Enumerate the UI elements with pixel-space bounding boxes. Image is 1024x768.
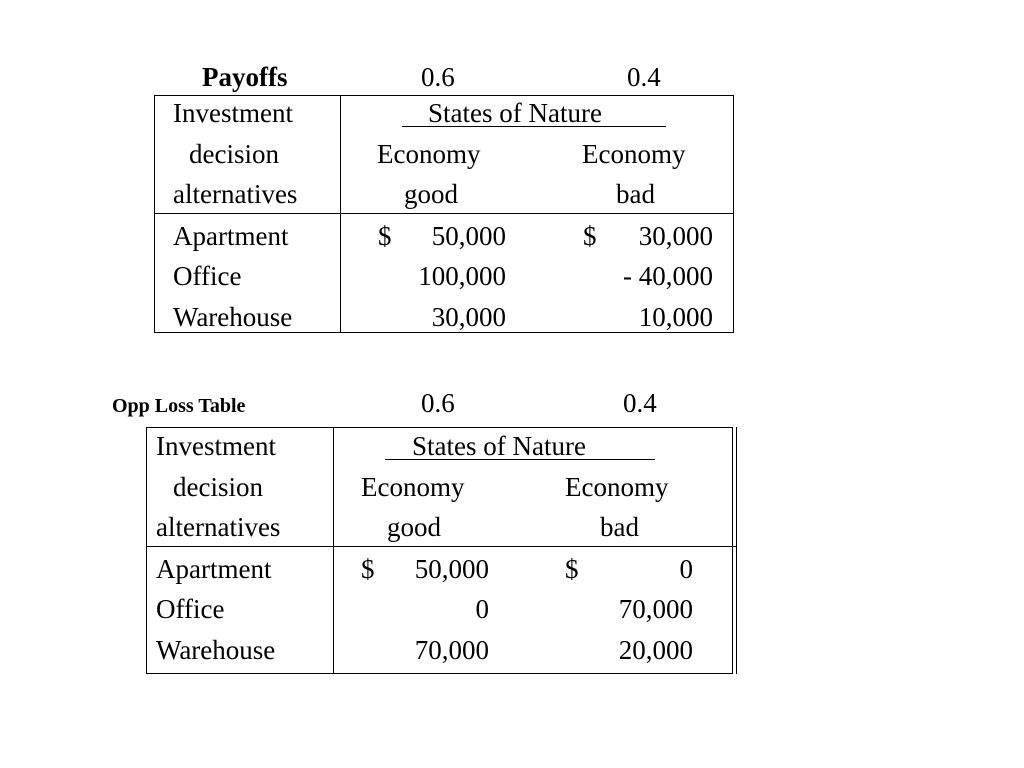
payoffs-column-divider xyxy=(340,95,341,333)
payoffs-states-label: States of Nature xyxy=(428,98,602,128)
opp-loss-row-apartment-good: 50,000 xyxy=(414,554,489,584)
payoffs-row-header-line-2: decision xyxy=(189,139,279,169)
payoffs-col-bad-line-1: Economy xyxy=(582,139,686,169)
payoffs-prob-bad: 0.4 xyxy=(627,62,661,92)
payoffs-col-good-line-1: Economy xyxy=(377,139,481,169)
opp-loss-row-apartment-bad-prefix: $ xyxy=(565,554,579,584)
payoffs-row-office-good: 100,000 xyxy=(418,261,506,291)
payoffs-row-apartment-good-prefix: $ xyxy=(378,221,392,251)
opp-loss-row-apartment-name: Apartment xyxy=(156,554,272,584)
payoffs-col-good-line-2: good xyxy=(404,179,458,209)
payoffs-row-warehouse-good: 30,000 xyxy=(431,302,506,332)
payoffs-row-header-line-1: Investment xyxy=(173,98,293,128)
opp-loss-row-apartment-good-prefix: $ xyxy=(361,554,375,584)
opp-loss-row-office-good: 0 xyxy=(475,594,489,624)
opp-loss-row-warehouse-good: 70,000 xyxy=(414,635,489,665)
payoffs-states-underline xyxy=(402,126,666,127)
opp-loss-row-header-line-3: alternatives xyxy=(156,512,281,542)
opp-loss-states-underline xyxy=(385,459,655,460)
payoffs-title: Payoffs xyxy=(202,62,288,92)
payoffs-row-warehouse-name: Warehouse xyxy=(173,302,293,332)
opp-loss-row-header-line-1: Investment xyxy=(156,431,276,461)
opp-loss-col-good-line-1: Economy xyxy=(361,472,465,502)
payoffs-row-office-name: Office xyxy=(173,261,242,291)
payoffs-table-frame xyxy=(154,95,734,333)
payoffs-row-apartment-bad: 30,000 xyxy=(638,221,713,251)
opp-loss-row-warehouse-bad: 20,000 xyxy=(618,635,693,665)
opp-loss-title: Opp Loss Table xyxy=(112,395,246,417)
payoffs-prob-good: 0.6 xyxy=(421,62,455,92)
opp-loss-frame-double-line xyxy=(736,427,737,674)
payoffs-row-apartment-name: Apartment xyxy=(173,221,289,251)
opp-loss-row-warehouse-name: Warehouse xyxy=(156,635,276,665)
payoffs-row-apartment-good: 50,000 xyxy=(431,221,506,251)
opp-loss-prob-good: 0.6 xyxy=(421,388,455,418)
opp-loss-col-bad-line-1: Economy xyxy=(565,472,669,502)
opp-loss-column-divider xyxy=(333,427,334,674)
payoffs-row-office-bad: - 40,000 xyxy=(623,261,713,291)
opp-loss-col-good-line-2: good xyxy=(387,512,441,542)
opp-loss-row-apartment-bad: 0 xyxy=(679,554,693,584)
opp-loss-row-office-bad: 70,000 xyxy=(618,594,693,624)
payoffs-col-bad-line-2: bad xyxy=(616,179,655,209)
opp-loss-col-bad-line-2: bad xyxy=(600,512,639,542)
opp-loss-states-label: States of Nature xyxy=(412,431,586,461)
payoffs-row-warehouse-bad: 10,000 xyxy=(638,302,713,332)
payoffs-header-divider xyxy=(154,213,734,214)
payoffs-row-apartment-bad-prefix: $ xyxy=(583,221,597,251)
opp-loss-row-header-line-2: decision xyxy=(173,472,263,502)
opp-loss-row-office-name: Office xyxy=(156,594,225,624)
opp-loss-prob-bad: 0.4 xyxy=(623,388,657,418)
opp-loss-header-divider xyxy=(146,546,737,547)
payoffs-row-header-line-3: alternatives xyxy=(173,179,298,209)
